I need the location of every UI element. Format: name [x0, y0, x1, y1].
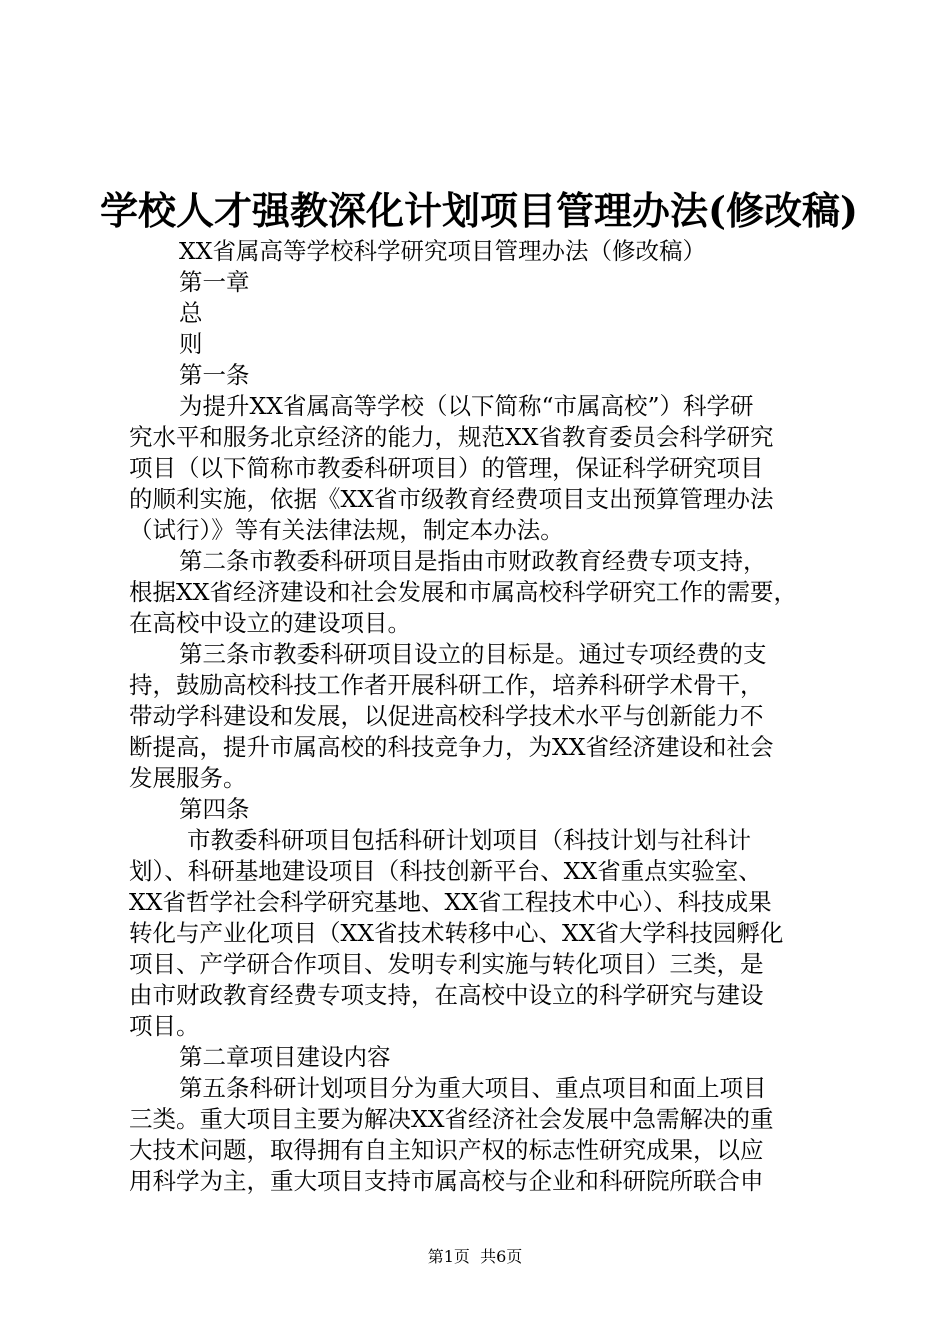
paragraph-line: 持，鼓励高校科技工作者开展科研工作，培养科研学术骨干，	[129, 671, 764, 699]
paragraph-line: 为提升XX省属高等学校（以下简称“市属高校”）科学研	[179, 392, 754, 420]
document-title: 学校人才强教深化计划项目管理办法(修改稿)	[100, 188, 858, 233]
paragraph-line: 大技术问题，取得拥有自主知识产权的标志性研究成果，以应	[129, 1136, 764, 1164]
paragraph-line: 第二条市教委科研项目是指由市财政教育经费专项支持，	[179, 547, 767, 575]
paragraph-line: 的顺利实施，依据《XX省市级教育经费项目支出预算管理办法	[129, 485, 774, 513]
document-body	[129, 236, 841, 1197]
page-total: 共6页	[480, 1247, 523, 1266]
paragraph-line: 第五条科研计划项目分为重大项目、重点项目和面上项目	[179, 1074, 767, 1102]
paragraph-line: 三类。重大项目主要为解决XX省经济社会发展中急需解决的重	[129, 1105, 774, 1133]
paragraph-line: 项目、产学研合作项目、发明专利实施与转化项目）三类，是	[129, 950, 764, 978]
paragraph-line: 市教委科研项目包括科研计划项目（科技计划与社科计	[187, 826, 751, 854]
page-number: 第1页	[427, 1247, 470, 1266]
paragraph-line: 转化与产业化项目（XX省技术转移中心、XX省大学科技园孵化	[129, 919, 784, 947]
paragraph-line: XX省属高等学校科学研究项目管理办法（修改稿）	[179, 237, 706, 265]
paragraph-line: 究水平和服务北京经济的能力，规范XX省教育委员会科学研究	[129, 423, 774, 451]
paragraph-line: 则	[179, 330, 203, 358]
paragraph-line: 项目（以下简称市教委科研项目）的管理，保证科学研究项目	[129, 454, 764, 482]
paragraph-line: 总	[179, 299, 203, 327]
paragraph-line: 第三条市教委科研项目设立的目标是。通过专项经费的支	[179, 640, 767, 668]
paragraph-line: 发展服务。	[129, 764, 247, 792]
paragraph-line: 第一章	[179, 268, 250, 296]
paragraph-line: 根据XX省经济建设和社会发展和市属高校科学研究工作的需要，	[129, 578, 797, 606]
paragraph-line: 第二章项目建设内容	[179, 1043, 391, 1071]
paragraph-line: 第一条	[179, 361, 250, 389]
paragraph-line: 带动学科建设和发展，以促进高校科学技术水平与创新能力不	[129, 702, 764, 730]
paragraph-line: 在高校中设立的建设项目。	[129, 609, 411, 637]
paragraph-line: （试行）》等有关法律法规，制定本办法。	[129, 516, 564, 544]
paragraph-line: XX省哲学社会科学研究基地、XX省工程技术中心）、科技成果	[129, 888, 772, 916]
paragraph-line: 划）、科研基地建设项目（科技创新平台、XX省重点实验室、	[129, 857, 762, 885]
paragraph-line: 由市财政教育经费专项支持，在高校中设立的科学研究与建设	[129, 981, 764, 1009]
paragraph-line: 项目。	[129, 1012, 200, 1040]
paragraph-line: 断提高，提升市属高校的科技竞争力，为XX省经济建设和社会	[129, 733, 774, 761]
paragraph-line: 用科学为主，重大项目支持市属高校与企业和科研院所联合申	[129, 1167, 764, 1195]
page-footer	[0, 1245, 950, 1269]
paragraph-line: 第四条	[179, 795, 250, 823]
